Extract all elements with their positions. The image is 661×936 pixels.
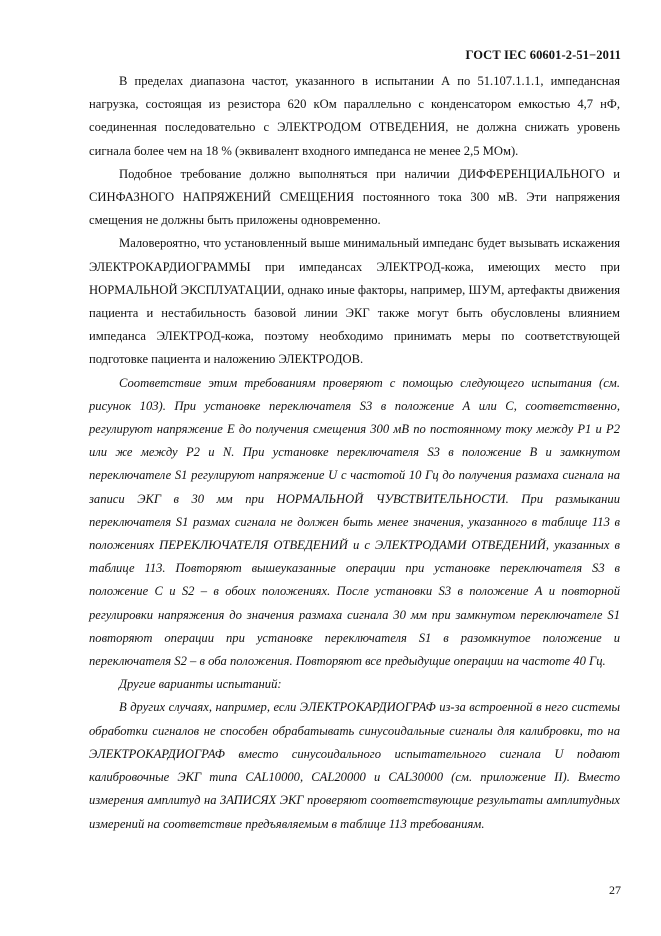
standard-header: ГОСТ IEC 60601-2-51−2011 — [465, 48, 621, 62]
page-number: 27 — [609, 883, 621, 897]
paragraph-other-tests-heading: Другие варианты испытаний: — [119, 677, 282, 692]
paragraph-impedance-load: В пределах диапазона частот, указанного в испытании А по 51.107.1.1.1, импедансная нагрузка, состоящая из резистора 620 кОм параллельно с конденсатором емкостью 4,7 нФ, соединенная последовательно с ЭЛЕКТРОДОМ ОТВЕДЕНИЯ, не должна снижать уровень сигнала более чем на 18 % (эквивалент входного импеданса не менее 2,5 МОм). — [89, 74, 620, 158]
paragraph-other-tests: В других случаях, например, если ЭЛЕКТРОКАРДИОГРАФ из-за встроенной в него системы обработки сигналов не способен обрабатывать синусоидальные сигналы для калибровки, то на ЭЛЕКТРОКАРДИОГРАФ вместо синусоидального испытательного сигнала U подают калибровочные ЭКГ типа CAL10000, CAL20000 и CAL30000 (см. приложение II). Вместо измерения амплитуд на ЗАПИСЯХ ЭКГ проверяют соответствующие результаты амплитудных измерений на соответствие предъявляемым в таблице 113 требованиям. — [89, 700, 620, 831]
paragraph-compliance-test: Соответствие этим требованиям проверяют с помощью следующего испытания (см. рисунок 103). При установке переключателя S3 в положение А или С, соответственно, регулируют напряжение Е до получения смещения 300 мВ по постоянному току между Р1 и Р2 или же между Р2 и N. При установке переключателя S3 в положение В и замкнутом переключателе S1 регулируют напряжение U с частотой 10 Гц до получения размаха сигнала на записи ЭКГ в 30 мм при НОРМАЛЬНОЙ ЧУВСТВИТЕЛЬНОСТИ. При размыкании переключателя S1 размах сигнала не должен быть менее значения, указанного в таблице 113 в положениях ПЕРЕКЛЮЧАТЕЛЯ ОТВЕДЕНИЙ и с ЭЛЕКТРОДАМИ ОТВЕДЕНИЙ, указанных в таблице 113. Повторяют вышеуказанные операции при установке переключателя S3 в положение С и S2 – в обоих положениях. После установки S3 в положение А и повторной регулировки напряжения до значения размаха сигнала 30 мм при замкнутом переключателе S1 повторяют операции при установке переключателя S1 в разомкнутое положение и переключателя S2 – в оба положения. Повторяют все предыдущие операции на частоте 40 Гц. — [89, 375, 620, 669]
paragraph-bias-voltage: Подобное требование должно выполняться при наличии ДИФФЕРЕНЦИАЛЬНОГО и СИНФАЗНОГО НАПРЯЖЕНИЙ СМЕЩЕНИЯ постоянного тока 300 мВ. Эти напряжения смещения не должны быть приложены одновременно. — [89, 166, 620, 228]
paragraph-distortion-note: Маловероятно, что установленный выше минимальный импеданс будет вызывать искажения ЭЛЕКТРОКАРДИОГРАММЫ при импедансах ЭЛЕКТРОД-кожа, имеющих место при НОРМАЛЬНОЙ ЭКСПЛУАТАЦИИ, однако иные факторы, например, ШУМ, артефакты движения пациента и нестабильность базовой линии ЭКГ также могут быть обусловлены влиянием импеданса ЭЛЕКТРОД-кожа, поэтому необходимо принимать меры по соответствующей подготовке пациента и наложению ЭЛЕКТРОДОВ. — [89, 236, 620, 367]
body-text — [89, 70, 620, 836]
